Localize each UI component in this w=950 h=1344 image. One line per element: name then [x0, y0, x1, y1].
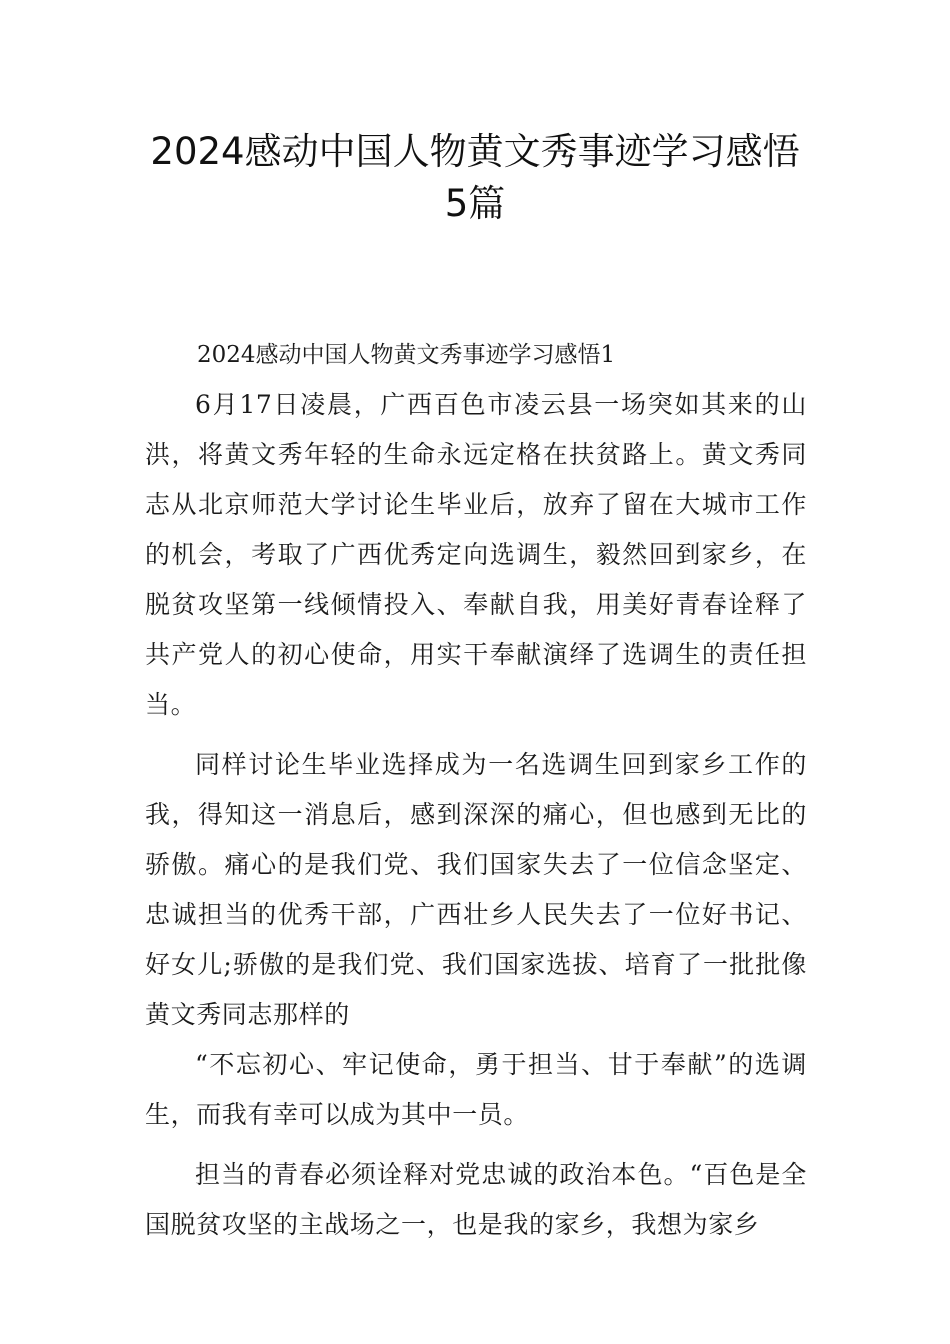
document-body — [145, 330, 807, 1250]
title-line-2: 5篇 — [444, 182, 506, 225]
section-heading: 2024感动中国人物黄文秀事迹学习感悟1 — [197, 342, 616, 368]
paragraph-4: 担当的青春必须诠释对党忠诚的政治本色。“百色是全国脱贫攻坚的主战场之一，也是我的家乡，我想为家乡 — [145, 1160, 807, 1239]
title-line-1: 2024感动中国人物黄文秀事迹学习感悟 — [150, 130, 800, 173]
paragraph-2: 同样讨论生毕业选择成为一名选调生回到家乡工作的我，得知这一消息后，感到深深的痛心，但也感到无比的骄傲。痛心的是我们党、我们国家失去了一位信念坚定、忠诚担当的优秀干部，广西壮乡人民失去了一位好书记、好女儿;骄傲的是我们党、我们国家选拔、培育了一批批像黄文秀同志那样的 — [145, 750, 807, 1029]
paragraph-1: 6月17日凌晨，广西百色市凌云县一场突如其来的山洪，将黄文秀年轻的生命永远定格在扶贫路上。黄文秀同志从北京师范大学讨论生毕业后，放弃了留在大城市工作的机会，考取了广西优秀定向选调生，毅然回到家乡，在脱贫攻坚第一线倾情投入、奉献自我，用美好青春诠释了共产党人的初心使命，用实干奉献演绎了选调生的责任担当。 — [145, 390, 807, 719]
paragraph-3: “不忘初心、牢记使命，勇于担当、甘于奉献”的选调生，而我有幸可以成为其中一员。 — [145, 1050, 807, 1129]
document-title — [100, 126, 850, 230]
